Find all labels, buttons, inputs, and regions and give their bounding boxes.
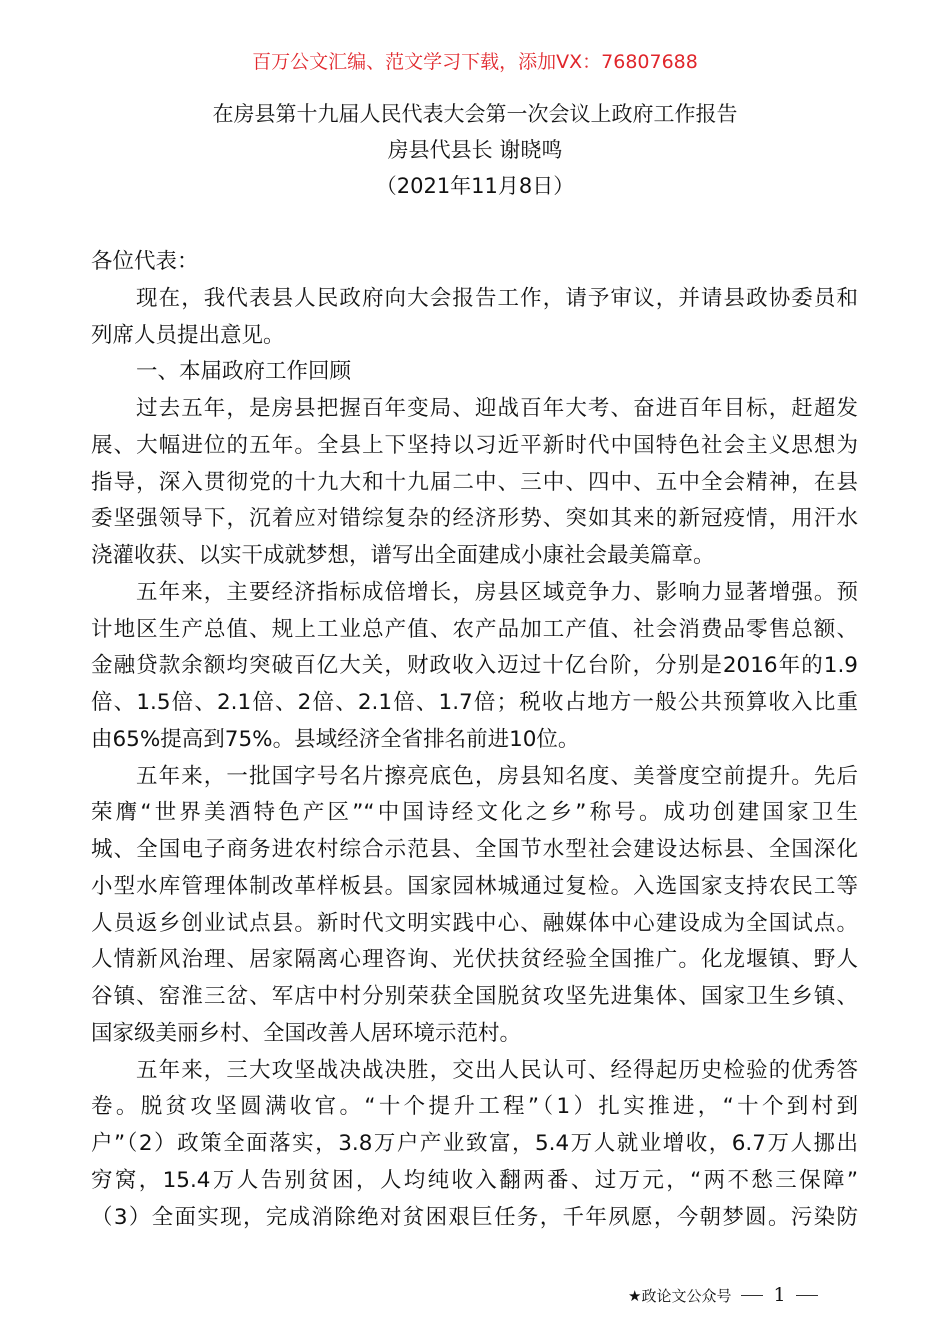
text-line: 人情新风治理、居家隔离心理咨询、光伏扶贫经验全国推广。化龙堰镇、野人 (91, 947, 858, 973)
text-line: 穷窝，15.4万人告别贫困，人均纯收入翻两番、过万元，“两不愁三保障” (91, 1167, 858, 1193)
text-line: 现在，我代表县人民政府向大会报告工作，请予审议，并请县政协委员和 (136, 285, 858, 311)
paragraph (91, 575, 858, 759)
text-line: 一、本届政府工作回顾 (136, 359, 352, 385)
text-line: （3）全面实现，完成消除绝对贫困艰巨任务，千年夙愿，今朝梦圆。污染防 (91, 1204, 858, 1230)
text-line: 卷。脱贫攻坚圆满收官。“十个提升工程”（1）扎实推进，“十个到村到 (91, 1094, 858, 1120)
text-line: 荣膺“世界美酒特色产区”“中国诗经文化之乡”称号。成功创建国家卫生 (91, 800, 858, 826)
text-line: 计地区生产总值、规上工业总产值、农产品加工产值、社会消费品零售总额、 (91, 616, 858, 642)
text-line: 谷镇、窑淮三岔、军店中村分别荣获全国脱贫攻坚先进集体、国家卫生乡镇、 (91, 984, 858, 1009)
document-body (91, 244, 858, 1236)
document-title: 在房县第十九届人民代表大会第一次会议上政府工作报告 (212, 102, 738, 126)
footer-dash (796, 1295, 818, 1296)
paragraph (91, 1053, 858, 1237)
document-date: （2021年11月8日） (375, 174, 575, 198)
text-line: 五年来，一批国字号名片擦亮底色，房县知名度、美誉度空前提升。先后 (136, 763, 858, 789)
text-line: 五年来，主要经济指标成倍增长，房县区域竞争力、影响力显著增强。预 (136, 579, 858, 605)
text-line: 小型水库管理体制改革样板县。国家园林城通过复检。入选国家支持农民工等 (91, 873, 858, 899)
footer-source: ★政论文公众号 (628, 1286, 732, 1305)
text-line: 户”（2）政策全面落实，3.8万户产业致富，5.4万人就业增收，6.7万人挪出 (91, 1131, 858, 1156)
paragraph (91, 354, 858, 391)
text-line: 指导，深入贯彻党的十九大和十九届二中、三中、四中、五中全会精神，在县 (91, 469, 858, 495)
watermark-banner: 百万公文汇编、范文学习下载，添加VX：76807688 (252, 51, 698, 73)
text-line: 列席人员提出意见。 (91, 322, 285, 348)
page-footer (628, 1284, 828, 1306)
paragraph (91, 759, 858, 1053)
text-line: 倍、1.5倍、2.1倍、2倍、2.1倍、1.7倍；税收占地方一般公共预算收入比重 (91, 690, 858, 715)
text-line: 国家级美丽乡村、全国改善人居环境示范村。 (91, 1020, 522, 1046)
text-line: 城、全国电子商务进农村综合示范县、全国节水型社会建设达标县、全国深化 (91, 837, 858, 862)
text-line: 各位代表： (91, 249, 199, 274)
text-line: 人员返乡创业试点县。新时代文明实践中心、融媒体中心建设成为全国试点。 (91, 910, 858, 936)
paragraph (91, 281, 858, 355)
text-line: 金融贷款余额均突破百亿大关，财政收入迈过十亿台阶，分别是2016年的1.9 (91, 653, 858, 679)
paragraph (91, 244, 858, 281)
paragraph (91, 391, 858, 575)
page-number: 1 (773, 1284, 786, 1306)
text-line: 过去五年，是房县把握百年变局、迎战百年大考、奋进百年目标，赶超发 (136, 396, 858, 421)
text-line: 展、大幅进位的五年。全县上下坚持以习近平新时代中国特色社会主义思想为 (91, 432, 858, 458)
text-line: 浇灌收获、以实干成就梦想，谱写出全面建成小康社会最美篇章。 (91, 543, 715, 568)
footer-dash (741, 1295, 763, 1296)
text-line: 委坚强领导下，沉着应对错综复杂的经济形势、突如其来的新冠疫情，用汗水 (91, 506, 858, 532)
text-line: 由65%提高到75%。县域经济全省排名前进10位。 (91, 726, 580, 752)
text-line: 五年来，三大攻坚战决战决胜，交出人民认可、经得起历史检验的优秀答 (136, 1057, 858, 1083)
document-author: 房县代县长 谢晓鸣 (387, 138, 563, 162)
